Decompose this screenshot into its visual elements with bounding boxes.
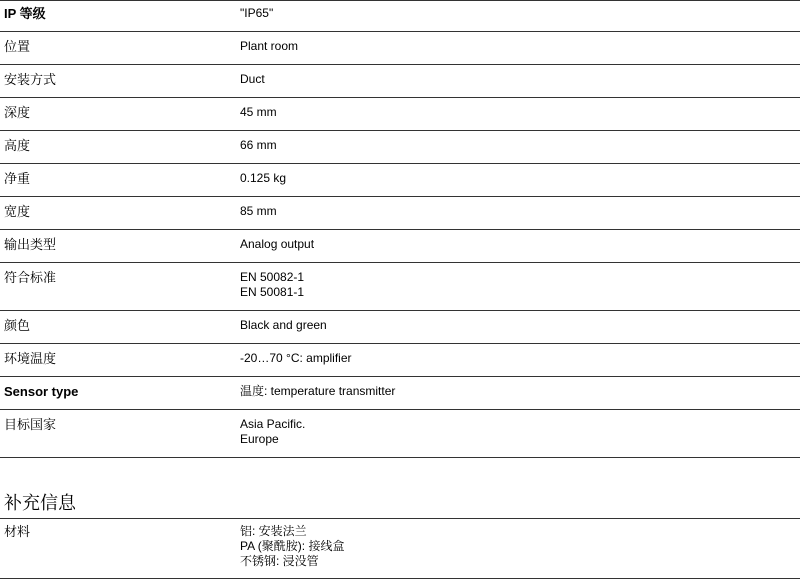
- spec-row: [0, 311, 800, 344]
- spec-value-line: 45 mm: [240, 105, 277, 119]
- spec-label: 位置: [0, 32, 238, 65]
- spec-label: IP 等级: [0, 1, 238, 32]
- spec-row: [0, 164, 800, 197]
- spec-value-line: 85 mm: [240, 204, 277, 218]
- spec-label: 目标国家: [0, 410, 238, 458]
- spec-row: [0, 519, 800, 579]
- spec-value-line: 不锈钢: 浸没管: [240, 554, 319, 568]
- spec-label: 净重: [0, 164, 238, 197]
- additional-info-table: [0, 518, 800, 579]
- spec-value-line: 66 mm: [240, 138, 277, 152]
- spec-value-line: 铝: 安装法兰: [240, 524, 307, 538]
- spec-row: [0, 410, 800, 458]
- spec-value: [238, 65, 800, 98]
- spec-value-line: 0.125 kg: [240, 171, 287, 185]
- spec-value-line: EN 50082-1: [240, 270, 305, 284]
- specification-body: [0, 1, 800, 458]
- spec-row: [0, 197, 800, 230]
- spec-row: [0, 65, 800, 98]
- spec-value-line: Duct: [240, 72, 265, 86]
- spec-label: 材料: [0, 519, 238, 579]
- spec-label: 输出类型: [0, 230, 238, 263]
- spec-row: [0, 131, 800, 164]
- spec-value-line: "IP65": [240, 6, 274, 20]
- spec-row: [0, 377, 800, 410]
- spec-value: [238, 98, 800, 131]
- spec-value-line: Analog output: [240, 237, 315, 251]
- spec-value: [238, 1, 800, 32]
- spec-value-line: -20…70 °C: amplifier: [240, 351, 352, 365]
- spec-row: [0, 230, 800, 263]
- spec-row: [0, 32, 800, 65]
- spec-row: [0, 344, 800, 377]
- spec-value-line: 温度: temperature transmitter: [240, 384, 396, 398]
- spec-value: [238, 32, 800, 65]
- spec-label: 安装方式: [0, 65, 238, 98]
- spec-value: [238, 164, 800, 197]
- spec-value-line: PA (聚酰胺): 接线盒: [240, 539, 345, 553]
- spec-value: [238, 131, 800, 164]
- spec-label: 深度: [0, 98, 238, 131]
- spec-value-line: Black and green: [240, 318, 327, 332]
- spec-value: [238, 377, 800, 410]
- spec-label: Sensor type: [0, 377, 238, 410]
- section-title-additional-info: 补充信息: [4, 493, 76, 513]
- spec-value-line: Asia Pacific.: [240, 417, 306, 431]
- spec-label: 颜色: [0, 311, 238, 344]
- spec-value-line: Plant room: [240, 39, 299, 53]
- additional-info-body: [0, 519, 800, 579]
- spec-row: [0, 263, 800, 311]
- spec-value: [238, 519, 800, 579]
- spec-value: [238, 230, 800, 263]
- spec-value: [238, 344, 800, 377]
- spec-value-line: Europe: [240, 432, 279, 446]
- spec-value: [238, 311, 800, 344]
- spec-value: [238, 263, 800, 311]
- spec-value-line: EN 50081-1: [240, 285, 305, 299]
- spec-value: [238, 410, 800, 458]
- spec-label: 高度: [0, 131, 238, 164]
- spec-row: [0, 98, 800, 131]
- spec-value: [238, 197, 800, 230]
- spec-label: 宽度: [0, 197, 238, 230]
- spec-label: 符合标准: [0, 263, 238, 311]
- spec-label: 环境温度: [0, 344, 238, 377]
- spec-row: [0, 1, 800, 32]
